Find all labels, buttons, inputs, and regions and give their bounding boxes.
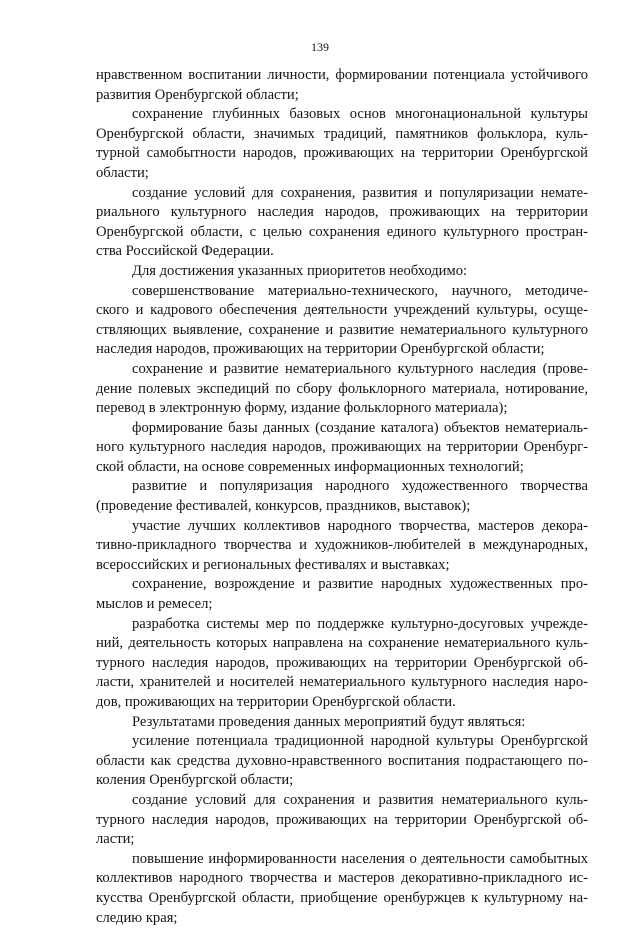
text-line: турного наследия народов, проживающих на территории Оренбургской об- [96,654,588,671]
body-text [96,66,588,928]
text-line: ний, деятельность которых направлена на сохранение нематериального куль- [96,635,588,652]
text-line: Для достижения указанных приоритетов необходимо: [132,262,468,279]
text-line: Оренбургской области, с целью сохранения единого культурного простран- [96,223,588,240]
text-line: дов, проживающих на территории Оренбургской области. [96,694,456,710]
text-line: турного наследия народов, проживающих на территории Оренбургской об- [96,811,588,828]
text-line: мыслов и ремесел; [96,596,213,613]
text-line: сохранение и развитие нематериального культурного наследия (прове- [132,360,588,377]
paragraph [96,66,588,105]
text-line: сохранение глубинных базовых основ многонациональной культуры [132,106,588,123]
paragraph [96,575,588,614]
text-line: тивно-прикладного творчества и художников-любителей в международных, [96,537,588,554]
paragraph [96,850,588,928]
page-number: 139 [311,40,329,54]
paragraph [96,615,588,713]
paragraph [96,360,588,419]
text-line: создание условий для сохранения, развития и популяризации немате- [132,184,588,201]
text-line: совершенствование материально-технического, научного, методиче- [132,282,588,299]
paragraph [96,791,588,850]
text-line: развития Оренбургской области; [96,86,299,103]
text-line: ства Российской Федерации. [96,243,274,260]
text-line: ласти, хранителей и носителей нематериального культурного наследия наро- [96,674,588,691]
text-line: ного культурного наследия народов, проживающих на территории Оренбург- [96,439,588,456]
text-line: области как средства духовно-нравственного воспитания подрастающего по- [96,752,588,769]
text-line: ской области, на основе современных информационных технологий; [96,458,524,475]
text-line: турной самобытности народов, проживающих на территории Оренбургской [96,145,588,162]
text-line: Результатами проведения данных мероприятий будут являться: [132,713,526,730]
paragraph [96,282,588,360]
paragraph [96,262,588,282]
text-line: усиление потенциала традиционной народной культуры Оренбургской [132,733,588,750]
text-line: разработка системы мер по поддержке культурно-досуговых учрежде- [132,615,588,632]
text-line: дение полевых экспедиций по сбору фольклорного материала, нотирование, [96,380,588,397]
paragraph [96,517,588,576]
text-line: Оренбургской области, значимых традиций, памятников фольклора, куль- [96,125,588,142]
text-line: риального культурного наследия народов, проживающих на территории [96,204,588,221]
text-line: создание условий для сохранения и развития нематериального куль- [132,791,588,808]
paragraph [96,732,588,791]
text-line: следию края; [96,909,178,926]
text-line: повышение информированности населения о деятельности самобытных [132,850,588,867]
text-line: перевод в электронную форму, издание фольклорного материала); [96,400,508,417]
text-line: ласти; [96,831,135,848]
paragraph [96,184,588,262]
text-line: всероссийских и региональных фестивалях и выставках; [96,556,450,573]
text-line: коления Оренбургской области; [96,772,294,789]
text-line: формирование базы данных (создание каталога) объектов нематериаль- [132,419,588,436]
text-line: области; [96,164,149,181]
paragraph [96,419,588,478]
text-line: кусства Оренбургской области, приобщение оренбуржцев к культурному на- [96,889,588,906]
text-line: наследия народов, проживающих на территории Оренбургской области; [96,341,545,358]
text-line: ствляющих выявление, сохранение и развитие нематериального культурного [96,321,588,338]
paragraph [96,105,588,183]
text-line: ского и кадрового обеспечения деятельности учреждений культуры, осуще- [96,302,588,319]
text-line: участие лучших коллективов народного творчества, мастеров декора- [132,517,588,534]
text-line: (проведение фестивалей, конкурсов, праздников, выставок); [96,498,471,515]
text-line: сохранение, возрождение и развитие народных художественных про- [132,576,588,593]
paragraph [96,713,588,733]
paragraph [96,477,588,516]
text-line: коллективов народного творчества и мастеров декоративно-прикладного ис- [96,870,588,887]
text-line: нравственном воспитании личности, формировании потенциала устойчивого [96,67,588,83]
text-line: развитие и популяризация народного художественного творчества [132,478,588,495]
